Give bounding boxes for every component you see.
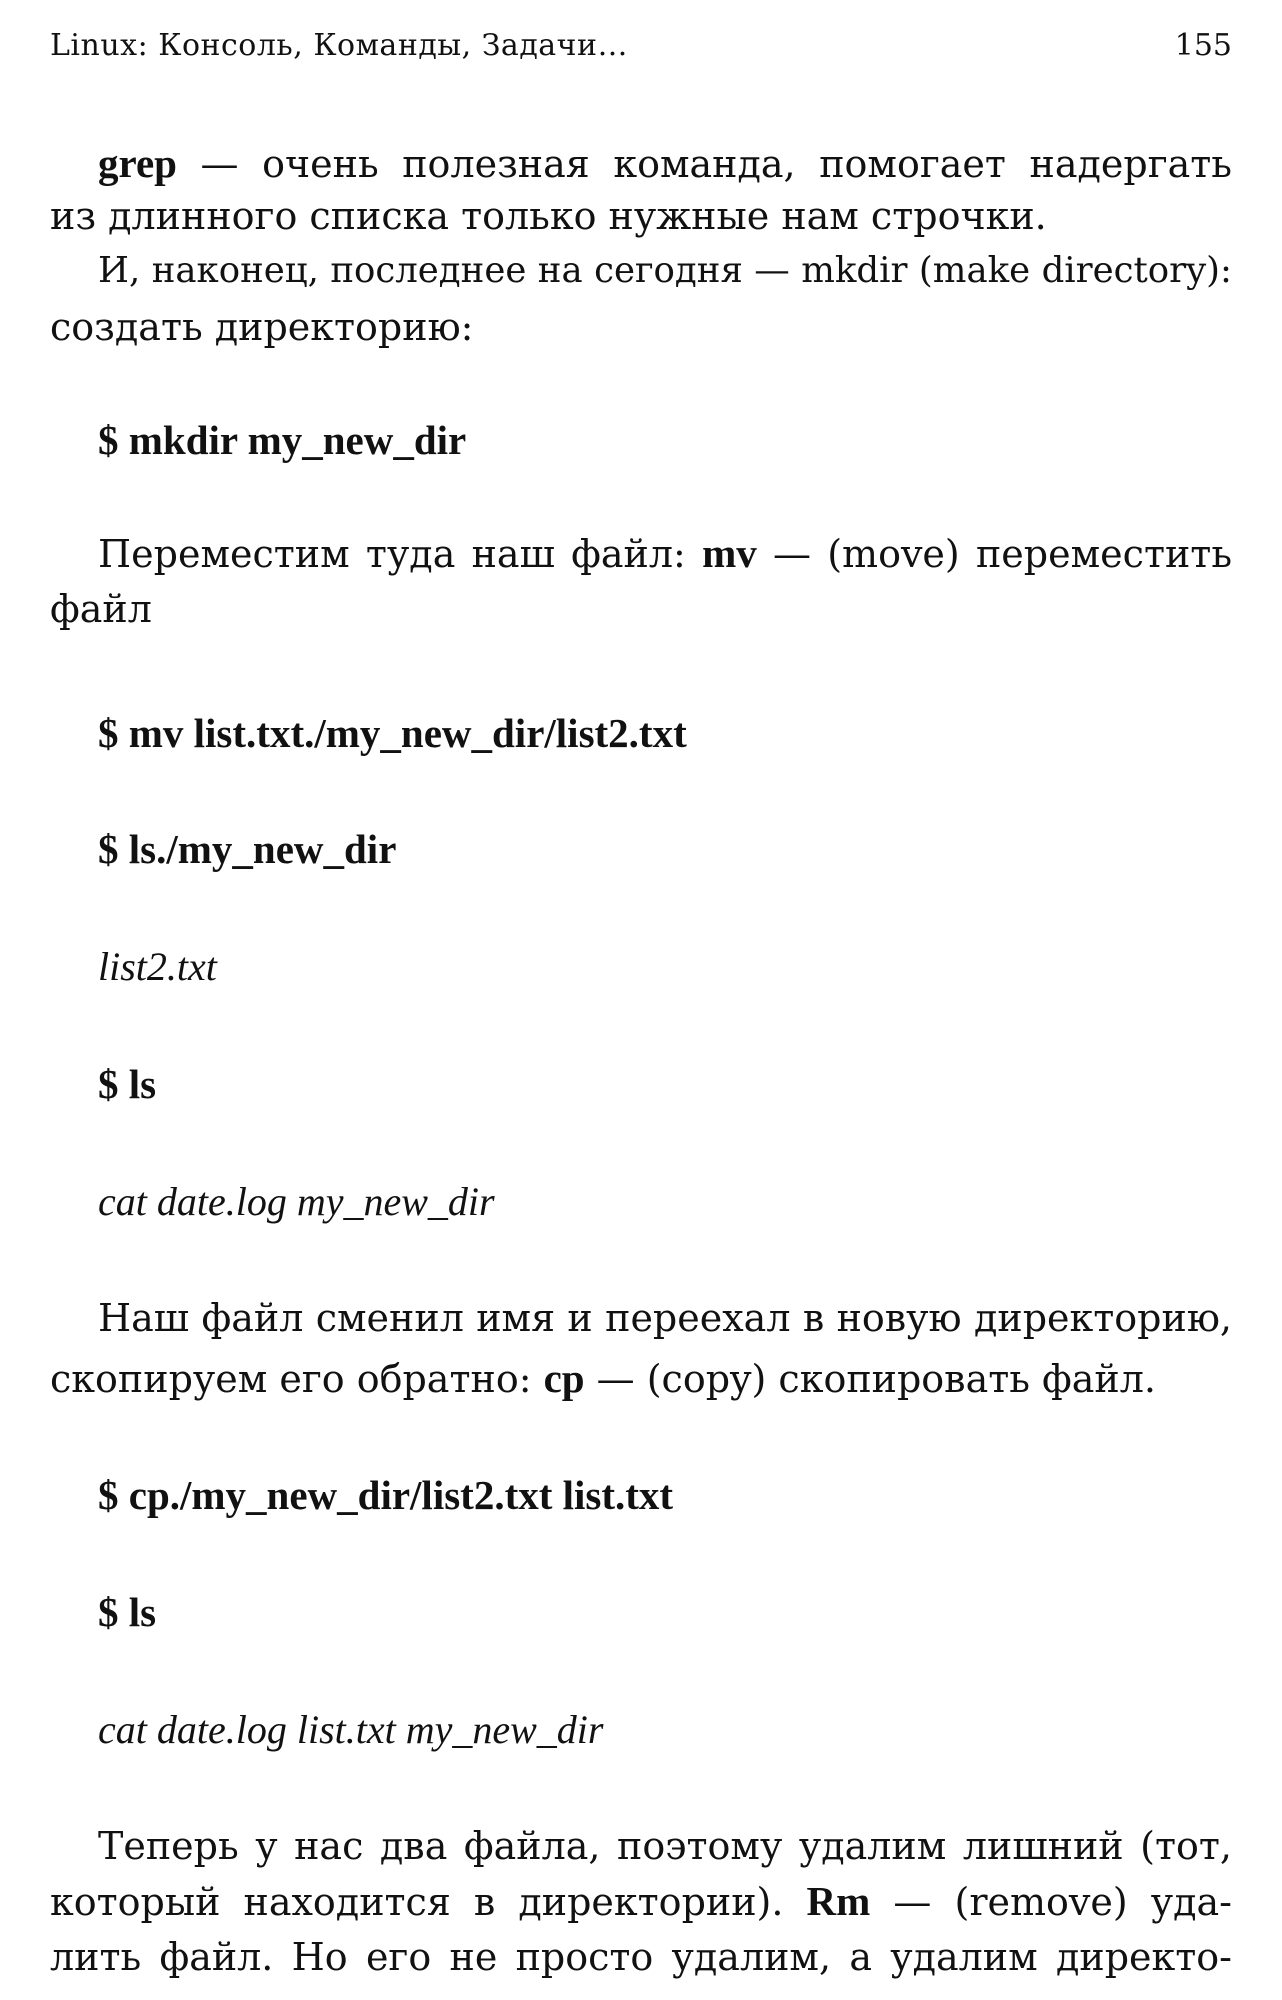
command-mkdir: $ mkdir my_new_dir — [98, 417, 467, 463]
output-ls-dir: list2.txt — [98, 944, 217, 989]
paragraph-text: который находится в директории). — [50, 1880, 807, 1924]
paragraph-rm-line-3: лить файл. Но его не просто удалим, а удалим директо- — [50, 1935, 1232, 1979]
output-ls-2: cat date.log list.txt my_new_dir — [98, 1707, 604, 1752]
running-title: Linux: Консоль, Команды, Задачи… — [50, 28, 629, 63]
paragraph-text: Переместим туда наш файл: — [98, 532, 703, 576]
paragraph-mv-line-2: файл — [50, 587, 152, 631]
command-ls-1: $ ls — [98, 1061, 157, 1107]
paragraph-grep-line-2: из длинного списка только нужные нам строчки. — [50, 194, 1047, 238]
page-header — [50, 28, 1232, 76]
command-ls-dir: $ ls./my_new_dir — [98, 826, 397, 872]
paragraph-grep-line-1 — [98, 138, 1232, 189]
term-rm: Rm — [806, 1878, 871, 1924]
term-grep: grep — [98, 140, 177, 186]
paragraph-cp-line-1: Наш файл сменил имя и переехал в новую директорию, — [98, 1296, 1232, 1340]
term-mv: mv — [702, 530, 757, 576]
paragraph-rm-line-1: Теперь у нас два файла, поэтому удалим лишний (тот, — [98, 1824, 1232, 1868]
paragraph-mkdir-line-2: создать директорию: — [50, 305, 474, 349]
page-number: 155 — [1174, 28, 1232, 63]
paragraph-text: — очень полезная команда, помогает надергать — [176, 142, 1232, 186]
paragraph-text: — (remove) уда- — [870, 1880, 1232, 1924]
paragraph-text: — (copy) скопировать файл. — [584, 1357, 1156, 1401]
paragraph-text: скопируем его обратно: — [50, 1357, 544, 1401]
paragraph-cp-line-2 — [50, 1353, 1232, 1404]
command-ls-2: $ ls — [98, 1589, 157, 1635]
paragraph-rm-line-2 — [50, 1876, 1232, 1927]
command-mv: $ mv list.txt./my_new_dir/list2.txt — [98, 710, 687, 756]
paragraph-text: — (move) переместить — [756, 532, 1233, 576]
term-cp: cp — [543, 1355, 585, 1401]
paragraph-mkdir-line-1: И, наконец, последнее на сегодня — mkdir (make directory): — [98, 250, 1232, 291]
output-ls-1: cat date.log my_new_dir — [98, 1179, 495, 1224]
command-cp: $ cp./my_new_dir/list2.txt list.txt — [98, 1472, 674, 1518]
paragraph-mv-line-1 — [98, 528, 1232, 579]
